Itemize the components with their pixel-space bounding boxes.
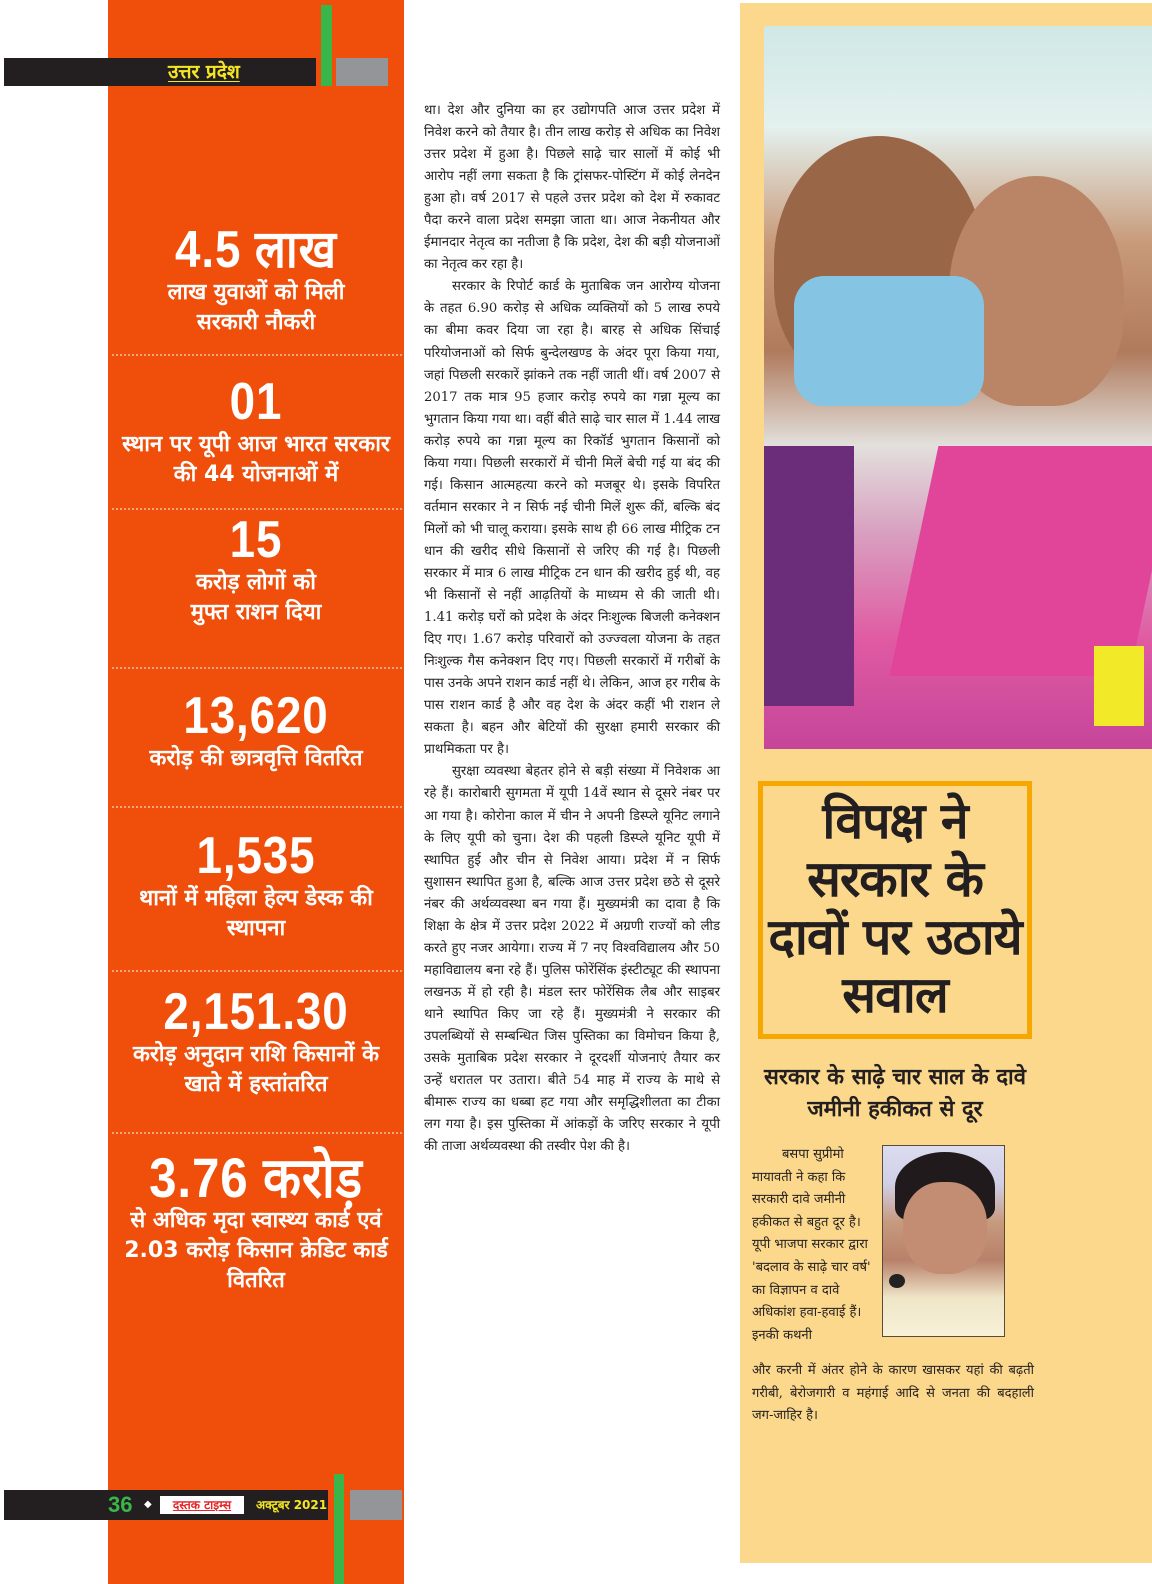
stat-ration (108, 512, 404, 628)
stat-jobs (108, 222, 404, 338)
stat-value: 15 (229, 511, 283, 569)
article-paragraph: सरकार के रिपोर्ट कार्ड के मुताबिक जन आरोग्य योजना के तहत 6.90 करोड़ से अधिक व्यक्तियों को 5 लाख रुपये का बीमा कवर दिया जा रहा है। बारह से अधिक सिंचाई परियोजनाओं को सिर्फ बुन्देलखण्ड के अंदर पूरा किया गया, जहां पिछली सरकारें झांकने तक नहीं जाती थीं। वर्ष 2007 से 2017 तक मात्र 95 हजार करोड़ रुपये का गन्ना मूल्य का भुगतान किया गया था। वहीं बीते साढ़े चार साल में 1.44 लाख करोड़ रुपये का गन्ना मूल्य का रिकॉर्ड भुगतान किसानों को किया गया। पिछली सरकारों में चीनी मिलें बेची गई या बंद की गई। किसान आत्महत्या करने को मजबूर थे। इसके विपरित वर्तमान सरकार ने न सिर्फ नई चीनी मिलें शुरू कीं, बल्कि बंद मिलों को भी चालू कराया। इसके साथ ही 66 लाख मीट्रिक टन धान की खरीद सीधे किसानों से जरिए की गई है। पिछली सरकार में मात्र 6 लाख मीट्रिक टन धान की खरीद हुई थी, वह भी किसानों से नहीं आढ़तियों के माध्यम से की जाती थी। 1.41 करोड़ घरों को प्रदेश के अंदर निःशुल्क बिजली कनेक्शन दिए गए। 1.67 करोड़ परिवारों को उज्ज्वला योजना के तहत निःशुल्क गैस कनेक्शन दिए गए। पिछली सरकारों में गरीबों के पास उनके अपने राशन कार्ड नहीं थे। लेकिन, आज हर गरीब के पास राशन कार्ड है और वह देश के अंदर कहीं भी राशन ले सकता है। बहन और बेटियों की सुरक्षा हमारी सरकार की प्राथमिकता पर है। (424, 279, 720, 758)
stat-value: 3.76 करोड़ (149, 1146, 363, 1209)
stat-value: 4.5 लाख (175, 221, 337, 279)
stat-value: 1,535 (196, 827, 316, 885)
stat-label: करोड़ की छात्रवृत्ति वितरित (149, 746, 363, 771)
green-accent-bar (334, 1474, 344, 1584)
clothing-shape (764, 446, 854, 706)
stat-scholarship (108, 688, 404, 774)
stat-grant (108, 984, 404, 1100)
stat-value: 2,151.30 (163, 983, 349, 1041)
stat-soil-cards (108, 1146, 404, 1296)
divider (112, 1132, 402, 1134)
stat-label: लाख युवाओं को मिली सरकारी नौकरी (167, 280, 345, 335)
stat-value: 13,620 (183, 687, 329, 745)
microphone-icon (889, 1274, 905, 1288)
quote-text: बसपा सुप्रीमो मायावती ने कहा कि सरकारी दावे जमीनी हकीकत से बहुत दूर है। यूपी भाजपा सरकार द्वारा 'बदलाव के साढ़े चार वर्ष' का विज्ञापन व दावे अधिकांश हवा-हवाई हैं। इनकी कथनी (752, 1147, 871, 1343)
pink-scarf-shape (890, 446, 1152, 676)
diamond-icon: ◆ (144, 1499, 152, 1510)
stat-label: थानों में महिला हेल्प डेस्क की स्थापना (139, 886, 373, 941)
quote-lead (752, 1144, 876, 1347)
publication-logo: दस्तक टाइम्स (160, 1496, 244, 1514)
stat-label: करोड़ अनुदान राशि किसानों के खाते में हस्तांतरित (133, 1042, 379, 1097)
article-body (424, 100, 720, 1158)
sidebar-headline: विपक्ष ने सरकार के दावों पर उठाये सवाल (768, 792, 1022, 1024)
stat-label: करोड़ लोगों को मुफ्त राशन दिया (190, 570, 322, 625)
gray-accent-block (350, 1490, 402, 1520)
stat-label: स्थान पर यूपी आज भारत सरकार की 44 योजनाओं में (122, 432, 390, 487)
divider (112, 667, 402, 669)
stat-rank (108, 374, 404, 490)
divider (112, 806, 402, 808)
sidebar-subhead: सरकार के साढ़े चार साल के दावे जमीनी हकीकत से दूर (764, 1065, 1026, 1122)
microphone-shape (1094, 646, 1144, 726)
stat-helpdesk (108, 828, 404, 944)
stat-label: से अधिक मृदा स्वास्थ्य कार्ड एवं 2.03 करोड़ किसान क्रेडिट कार्ड वितरित (124, 1208, 388, 1293)
quote-continuation: और करनी में अंतर होने के कारण खासकर यहां की बढ़ती गरीबी, बेरोजगारी व महंगाई आदि से जनता की बदहाली जग-जाहिर है। (752, 1363, 1034, 1424)
face-mask-shape (794, 276, 984, 406)
face-shape (903, 1182, 987, 1274)
portrait-photo (882, 1145, 1005, 1337)
headline-box (758, 781, 1032, 1039)
article-paragraph: था। देश और दुनिया का हर उद्योगपति आज उत्तर प्रदेश में निवेश करने को तैयार है। तीन लाख करोड़ से अधिक का निवेश उत्तर प्रदेश में हुआ है। पिछले साढ़े चार सालों में कोई भी आरोप नहीं लगा सकता है कि ट्रांसफर-पोस्टिंग में कोई लेनदेन हुआ हो। वर्ष 2017 से पहले उत्तर प्रदेश को देश में रुकावट पैदा करने वाला प्रदेश समझा जाता था। आज नेकनीयत और ईमानदार नेतृत्व का नतीजा है कि प्रदेश, देश की बड़ी योजनाओं का नेतृत्व कर रहा है। (424, 103, 720, 273)
section-title: उत्तर प्रदेश (168, 61, 240, 83)
issue-date: अक्टूबर 2021 (256, 1498, 328, 1512)
article-paragraph: सुरक्षा व्यवस्था बेहतर होने से बड़ी संख्या में निवेशक आ रहे हैं। कारोबारी सुगमता में यूपी 14वें स्थान से दूसरे नंबर पर आ गया है। कोरोना काल में चीन ने अपनी डिस्प्ले यूनिट लगाने के लिए यूपी को चुना। देश की पहली डिस्प्ले यूनिट यूपी में स्थापित हुई और चीन से निवेश आया। प्रदेश में न सिर्फ सुशासन स्थापित हुआ है, बल्कि आज उत्तर प्रदेश छठे से दूसरे नंबर की अर्थव्यवस्था बन गया हैं। मुख्यमंत्री का दावा है कि शिक्षा के क्षेत्र में उत्तर प्रदेश 2022 में अग्रणी राज्यों को लीड करते हुए नजर आयेगा। राज्य में 7 नए विश्वविद्यालय और 50 महाविद्यालय बना रहे हैं। पुलिस फोरेंसिंक इंस्टीट्यूट की स्थापना लखनऊ में हो रही है। मंडल स्तर फोरेंसिक लैब और साइबर थाने स्थापित किए जा रहे हैं। मुख्यमंत्री ने सरकार की उपलब्धियों से सम्बन्धित जिस पुस्तिका का विमोचन किया है, उसके मुताबिक प्रदेश सरकार ने दूरदर्शी योजनाएं तैयार कर उन्हें धरातल पर उतारा। बीते 54 माह में राज्य के माथे से बीमारू राज्य का धब्बा हट गया और समृद्धिशीलता का टीका लग गया है। इस पुस्तिका में आंकड़ों के जरिए सरकार ने यूपी की ताजा अर्थव्यवस्था की तस्वीर पेश की है। (424, 764, 720, 1155)
divider (112, 970, 402, 972)
divider (112, 508, 402, 510)
press-photo (764, 26, 1152, 749)
page-number: 36 (108, 1492, 133, 1517)
green-accent-bar (321, 5, 332, 86)
divider (112, 354, 402, 356)
stat-value: 01 (229, 373, 283, 431)
gray-accent-block (336, 58, 388, 86)
